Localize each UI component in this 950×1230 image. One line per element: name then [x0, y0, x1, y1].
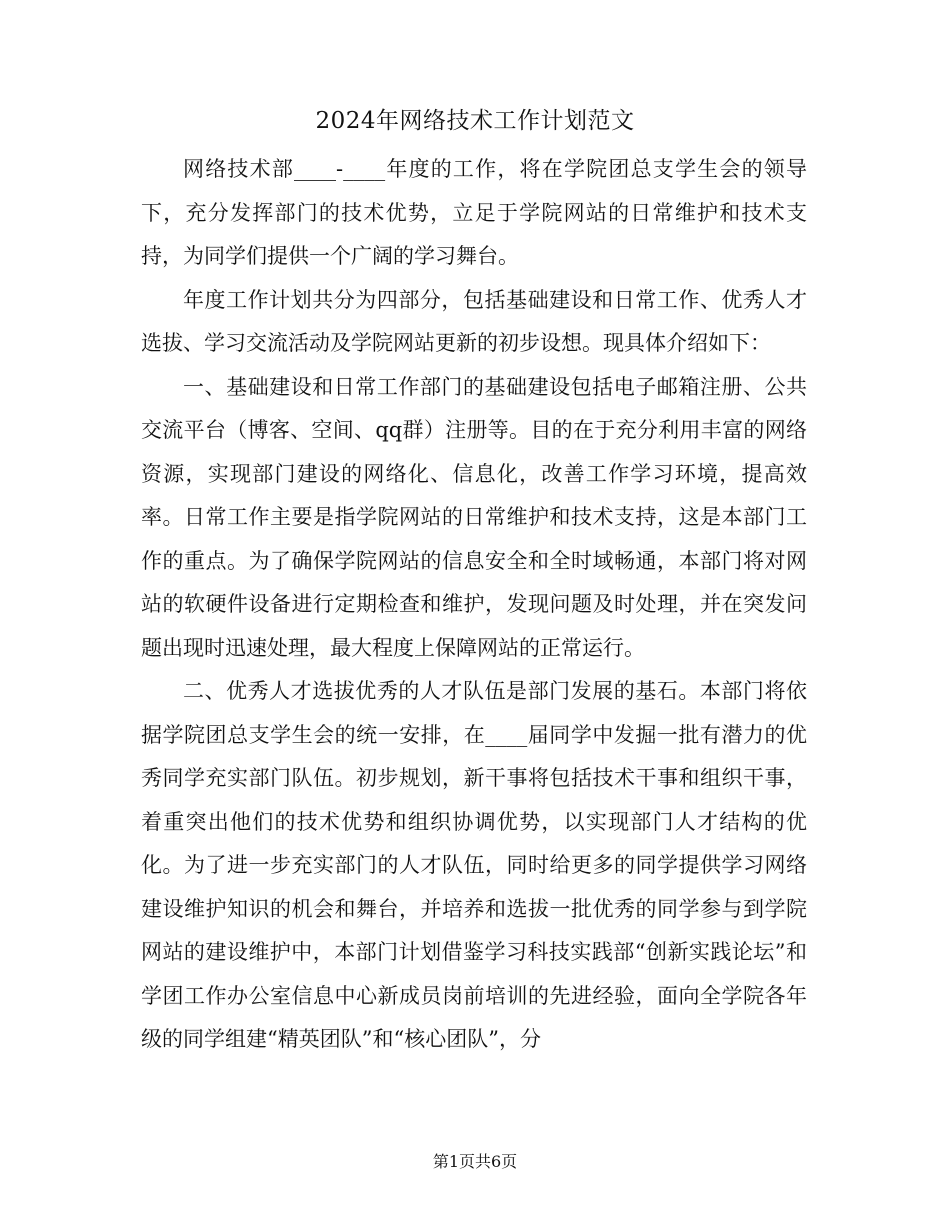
paragraph-overview: 年度工作计划共分为四部分，包括基础建设和日常工作、优秀人才选拔、学习交流活动及学院网站更新的初步设想。现具体介绍如下：: [141, 287, 807, 355]
paragraph-section-1: 一、基础建设和日常工作部门的基础建设包括电子邮箱注册、公共交流平台（博客、空间、qq群）注册等。目的在于充分利用丰富的网络资源，实现部门建设的网络化、信息化，改善工作学习环境，提高效率。日常工作主要是指学院网站的日常维护和技术支持，这是本部门工作的重点。为了确保学院网站的信息安全和全时域畅通，本部门将对网站的软硬件设备进行定期检查和维护，发现问题及时处理，并在突发问题出现时迅速处理，最大程度上保障网站的正常运行。: [141, 374, 807, 660]
paragraph-intro: 网络技术部____-____年度的工作，将在学院团总支学生会的领导下，充分发挥部门的技术优势，立足于学院网站的日常维护和技术支持，为同学们提供一个广阔的学习舞台。: [141, 157, 807, 268]
document-body: [141, 148, 807, 1062]
page-footer: 第1页共6页: [432, 1152, 518, 1171]
paragraph-section-2: 二、优秀人才选拔优秀的人才队伍是部门发展的基石。本部门将依据学院团总支学生会的统一安排，在____届同学中发掘一批有潜力的优秀同学充实部门队伍。初步规划，新干事将包括技术干事和组织干事，着重突出他们的技术优势和组织协调优势，以实现部门人才结构的优化。为了进一步充实部门的人才队伍，同时给更多的同学提供学习网络建设维护知识的机会和舞台，并培养和选拔一批优秀的同学参与到学院网站的建设维护中，本部门计划借鉴学习科技实践部“创新实践论坛”和学团工作办公室信息中心新成员岗前培训的先进经验，面向全学院各年级的同学组建“精英团队”和“核心团队”，分: [141, 679, 807, 1051]
document-title: 2024年网络技术工作计划范文: [315, 108, 635, 134]
